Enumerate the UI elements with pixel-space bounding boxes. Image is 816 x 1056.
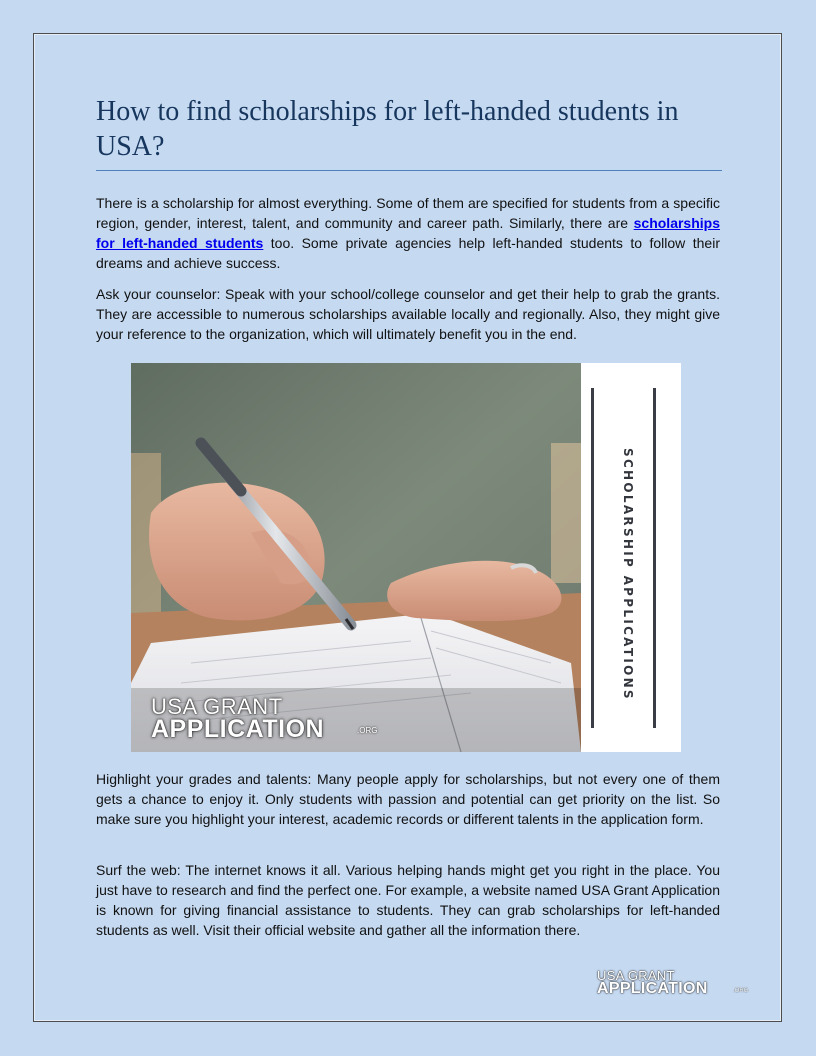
side-bar-left	[591, 388, 594, 728]
intro-paragraph	[96, 193, 720, 273]
title-divider	[96, 170, 722, 171]
side-bar-right	[653, 388, 656, 728]
intro-text-before: There is a scholarship for almost everything. Some of them are specified for students from a specific region, gender, interest, talent, and community and career path. Similarly, there are	[96, 195, 720, 231]
side-banner	[581, 363, 681, 752]
watermark-org: .ORG	[357, 726, 378, 735]
watermark-usa-grant: USA GRANT	[151, 694, 283, 719]
grades-paragraph: Highlight your grades and talents: Many people apply for scholarships, but not every one of them gets a chance to enjoy it. Only students with passion and potential can get priority on the list. So make sure you highlight your interest, academic records or different talents in the application form.	[96, 771, 720, 827]
footer-logo-application: APPLICATION	[597, 980, 708, 997]
footer-logo-usa-grant: USA GRANT	[597, 968, 675, 983]
article-title: How to find scholarships for left-handed students in USA?	[96, 96, 679, 162]
counselor-paragraph: Ask your counselor: Speak with your school/college counselor and get their help to grab the grants. They are accessible to numerous scholarships available locally and regionally. Also, they might give your reference to the organization, which will ultimately benefit you in the end.	[96, 286, 720, 342]
scholarships-left-handed-link[interactable]: scholarships for left-handed students	[96, 215, 720, 251]
intro-text-after: too. Some private agencies help left-handed students to follow their dreams and achieve success.	[96, 235, 720, 271]
web-paragraph: Surf the web: The internet knows it all. Various helping hands might get you right in the place. You just have to research and find the perfect one. For example, a website named USA Grant Application is known for giving financial assistance to students. They can grab scholarships for left-handed students as well. Visit their official website and gather all the information there.	[96, 862, 720, 938]
watermark-application: APPLICATION	[151, 715, 325, 743]
hero-image	[131, 363, 681, 752]
scholarship-applications-label: SCHOLARSHIP APPLICATIONS	[621, 448, 635, 701]
footer-logo-org: .ORG	[733, 988, 749, 994]
writing-hand-photo	[131, 363, 581, 752]
footer-logo	[597, 968, 749, 1000]
